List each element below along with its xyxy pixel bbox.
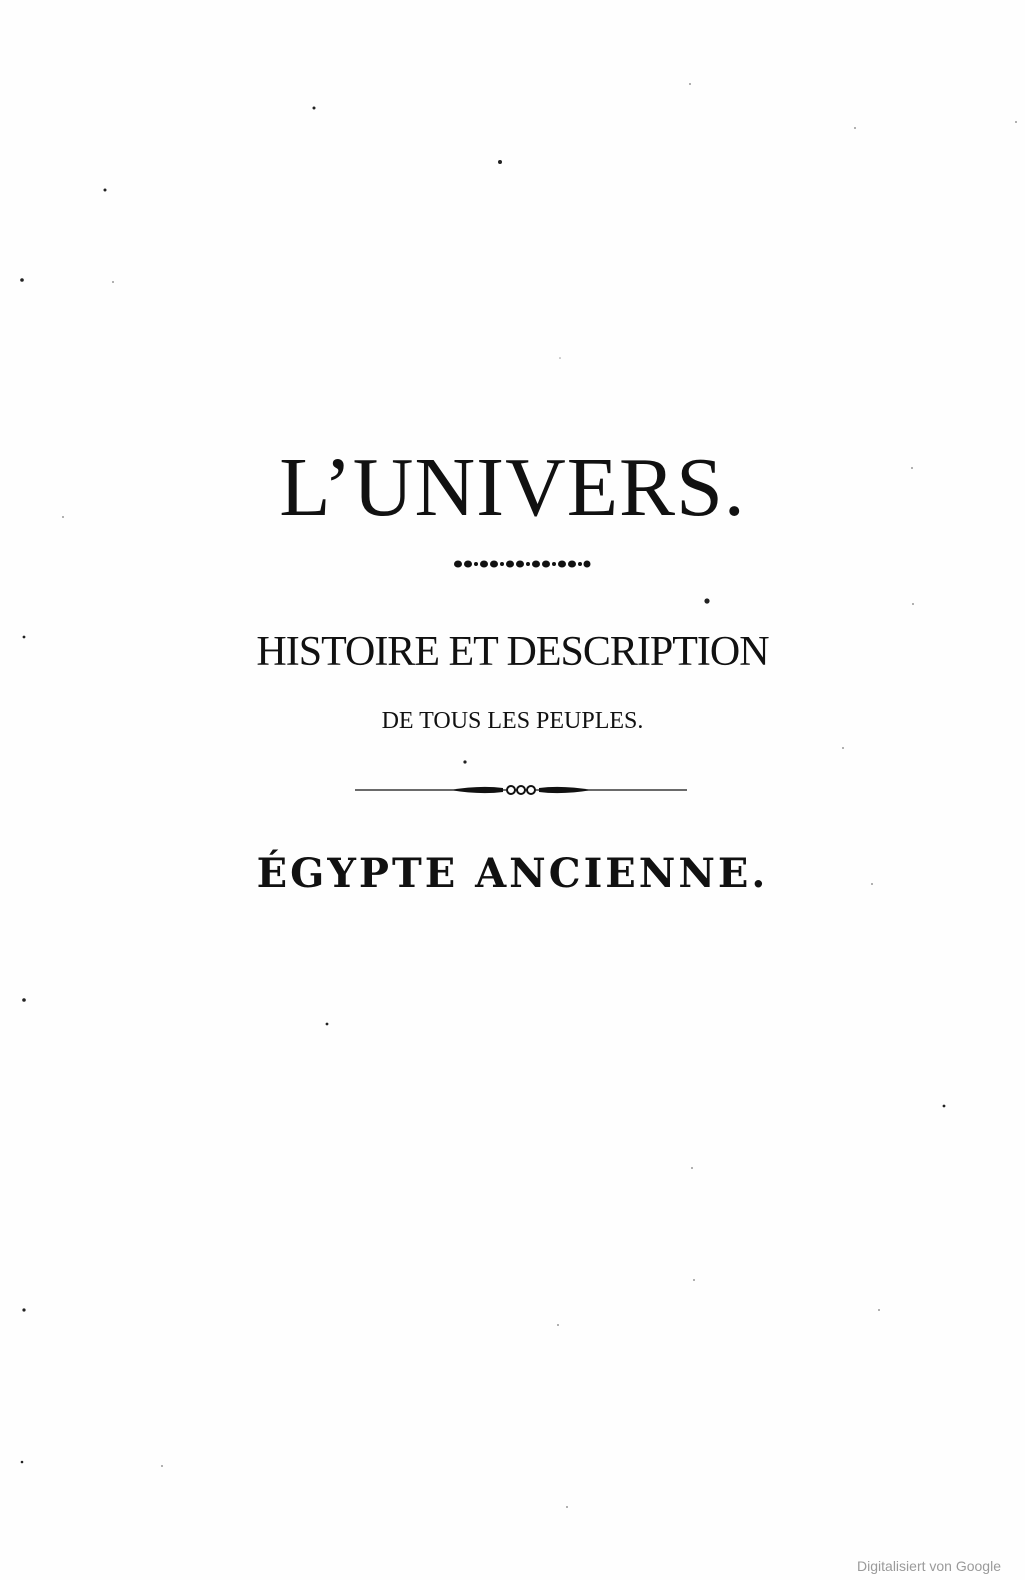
volume-title: ÉGYPTE ANCIENNE. xyxy=(256,850,769,897)
subtitle-history: HISTOIRE ET DESCRIPTION xyxy=(256,629,769,675)
subtitle-peoples: DE TOUS LES PEUPLES. xyxy=(381,708,644,734)
dotted-ornament xyxy=(453,558,591,570)
digitization-watermark: Digitalisiert von Google xyxy=(857,1558,1001,1574)
rule-ornament xyxy=(355,782,687,798)
book-title: L’UNIVERS. xyxy=(279,441,746,534)
